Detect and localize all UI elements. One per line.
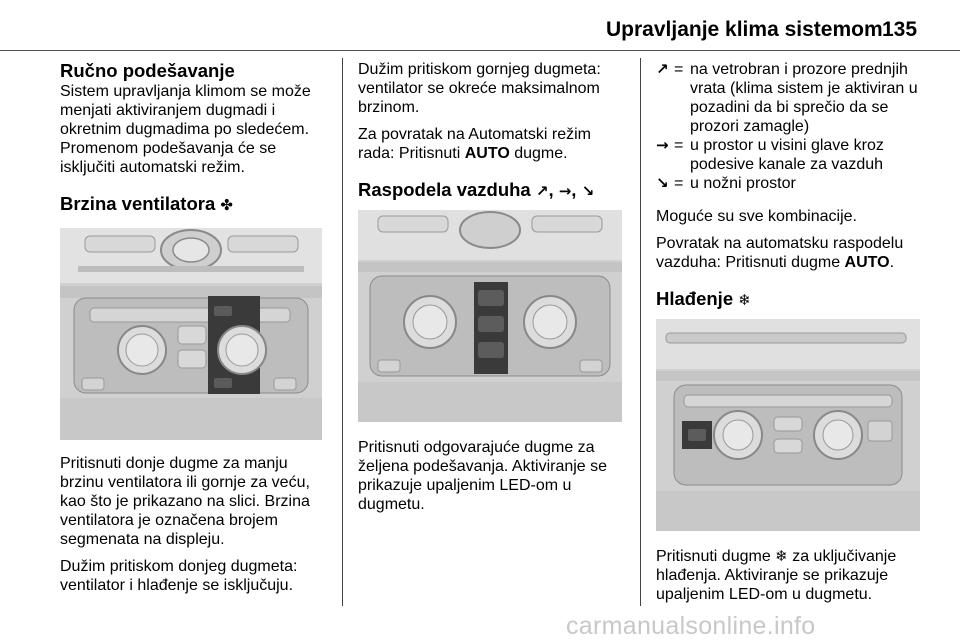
snowflake-icon: ❄: [775, 547, 788, 565]
column-1: [60, 60, 328, 595]
air-head-icon: →: [656, 136, 669, 154]
definition-text: u nožni prostor: [690, 175, 796, 192]
definition-text: u prostor u visini glave kroz podesive kanale za vazduh: [690, 137, 884, 173]
header-divider: [0, 50, 960, 51]
column-2: [358, 60, 624, 514]
column-3: [656, 60, 924, 604]
fan-speed-heading: [60, 193, 328, 216]
snowflake-icon: ❄: [738, 291, 751, 309]
watermark: carmanualsonline.info: [566, 612, 816, 640]
air-def-feet: [656, 174, 924, 193]
page-header: [0, 0, 960, 50]
air-def-head: [656, 136, 924, 174]
cooling-photo: [656, 319, 920, 531]
definition-equals: =: [674, 61, 684, 78]
auto-return-text: [358, 125, 624, 163]
fan-long-press-text: Dužim pritiskom donjeg dugmeta: ventilator i hlađenje se isključuju.: [60, 558, 298, 594]
column-divider-2: [640, 58, 641, 606]
page-number: 135: [882, 18, 918, 41]
column-divider-1: [342, 58, 343, 606]
fan-max-text: Dužim pritiskom gornjeg dugmeta: ventilator se okreće maksimalnom brzinom.: [358, 61, 601, 116]
definition-equals: =: [674, 175, 684, 192]
air-windshield-icon: ↗: [535, 182, 549, 200]
auto-label: AUTO: [464, 145, 510, 162]
auto-distribution-text-pre: Povratak na automatsku raspodelu vazduha: Pritisnuti dugme: [656, 235, 904, 271]
fan-speed-text: Pritisnuti donje dugme za manju brzinu ventilatora ili gornje za veću, kao što je prikazano na slici. Brzina ventilatora je označena brojem segmenata na displeju.: [60, 455, 310, 548]
air-def-windshield: [656, 60, 924, 136]
air-distribution-photo: [358, 210, 622, 422]
auto-return-text-post: dugme.: [509, 145, 568, 162]
air-head-icon: →: [558, 182, 572, 200]
air-windshield-icon: ↗: [656, 60, 669, 78]
manual-settings-text: Sistem upravljanja klimom se može menjati aktiviranjem dugmadi i okretnim dugmadima po sledećem. Promenom podešavanja će se isključiti automatski režim.: [60, 83, 311, 176]
chapter-title: Upravljanje klima sistemom: [606, 18, 883, 41]
fan-speed-photo: [60, 228, 322, 440]
auto-label: AUTO: [844, 254, 890, 271]
cooling-heading-text: Hlađenje: [656, 288, 734, 309]
definition-equals: =: [674, 137, 684, 154]
cooling-text: [656, 547, 924, 604]
combinations-text: Moguće su sve kombinacije.: [656, 208, 857, 225]
air-feet-icon: ↘: [656, 174, 669, 192]
air-distribution-heading: Raspodela vazduha ↗, →, ↘: [358, 179, 595, 200]
cooling-text-post: za uključivanje hlađenja. Aktiviranje se prikazuje upaljenim LED-om u dugmetu.: [656, 548, 897, 603]
manual-settings-heading: Ručno podešavanje: [60, 60, 235, 81]
auto-return-text-pre: Za povratak na Automatski režim rada: Pritisnuti: [358, 126, 591, 162]
air-distribution-heading-text: Raspodela vazduha: [358, 179, 531, 200]
air-feet-icon: ↘: [581, 182, 595, 200]
cooling-heading: [656, 288, 924, 311]
cooling-text-pre: Pritisnuti dugme: [656, 548, 776, 565]
auto-distribution-text-post: .: [889, 254, 895, 271]
fan-icon: ✤: [220, 196, 233, 214]
fan-speed-heading-text: Brzina ventilatora: [60, 193, 216, 214]
definition-text: na vetrobran i prozore prednjih vrata (klima sistem je aktiviran u pozadini da bi sprečio da se prozori zamagle): [690, 61, 918, 135]
air-distribution-caption: Pritisnuti odgovarajuće dugme za željena podešavanja. Aktiviranje se prikazuje upaljenim LED-om u dugmetu.: [358, 439, 608, 513]
auto-distribution-text: [656, 234, 924, 272]
